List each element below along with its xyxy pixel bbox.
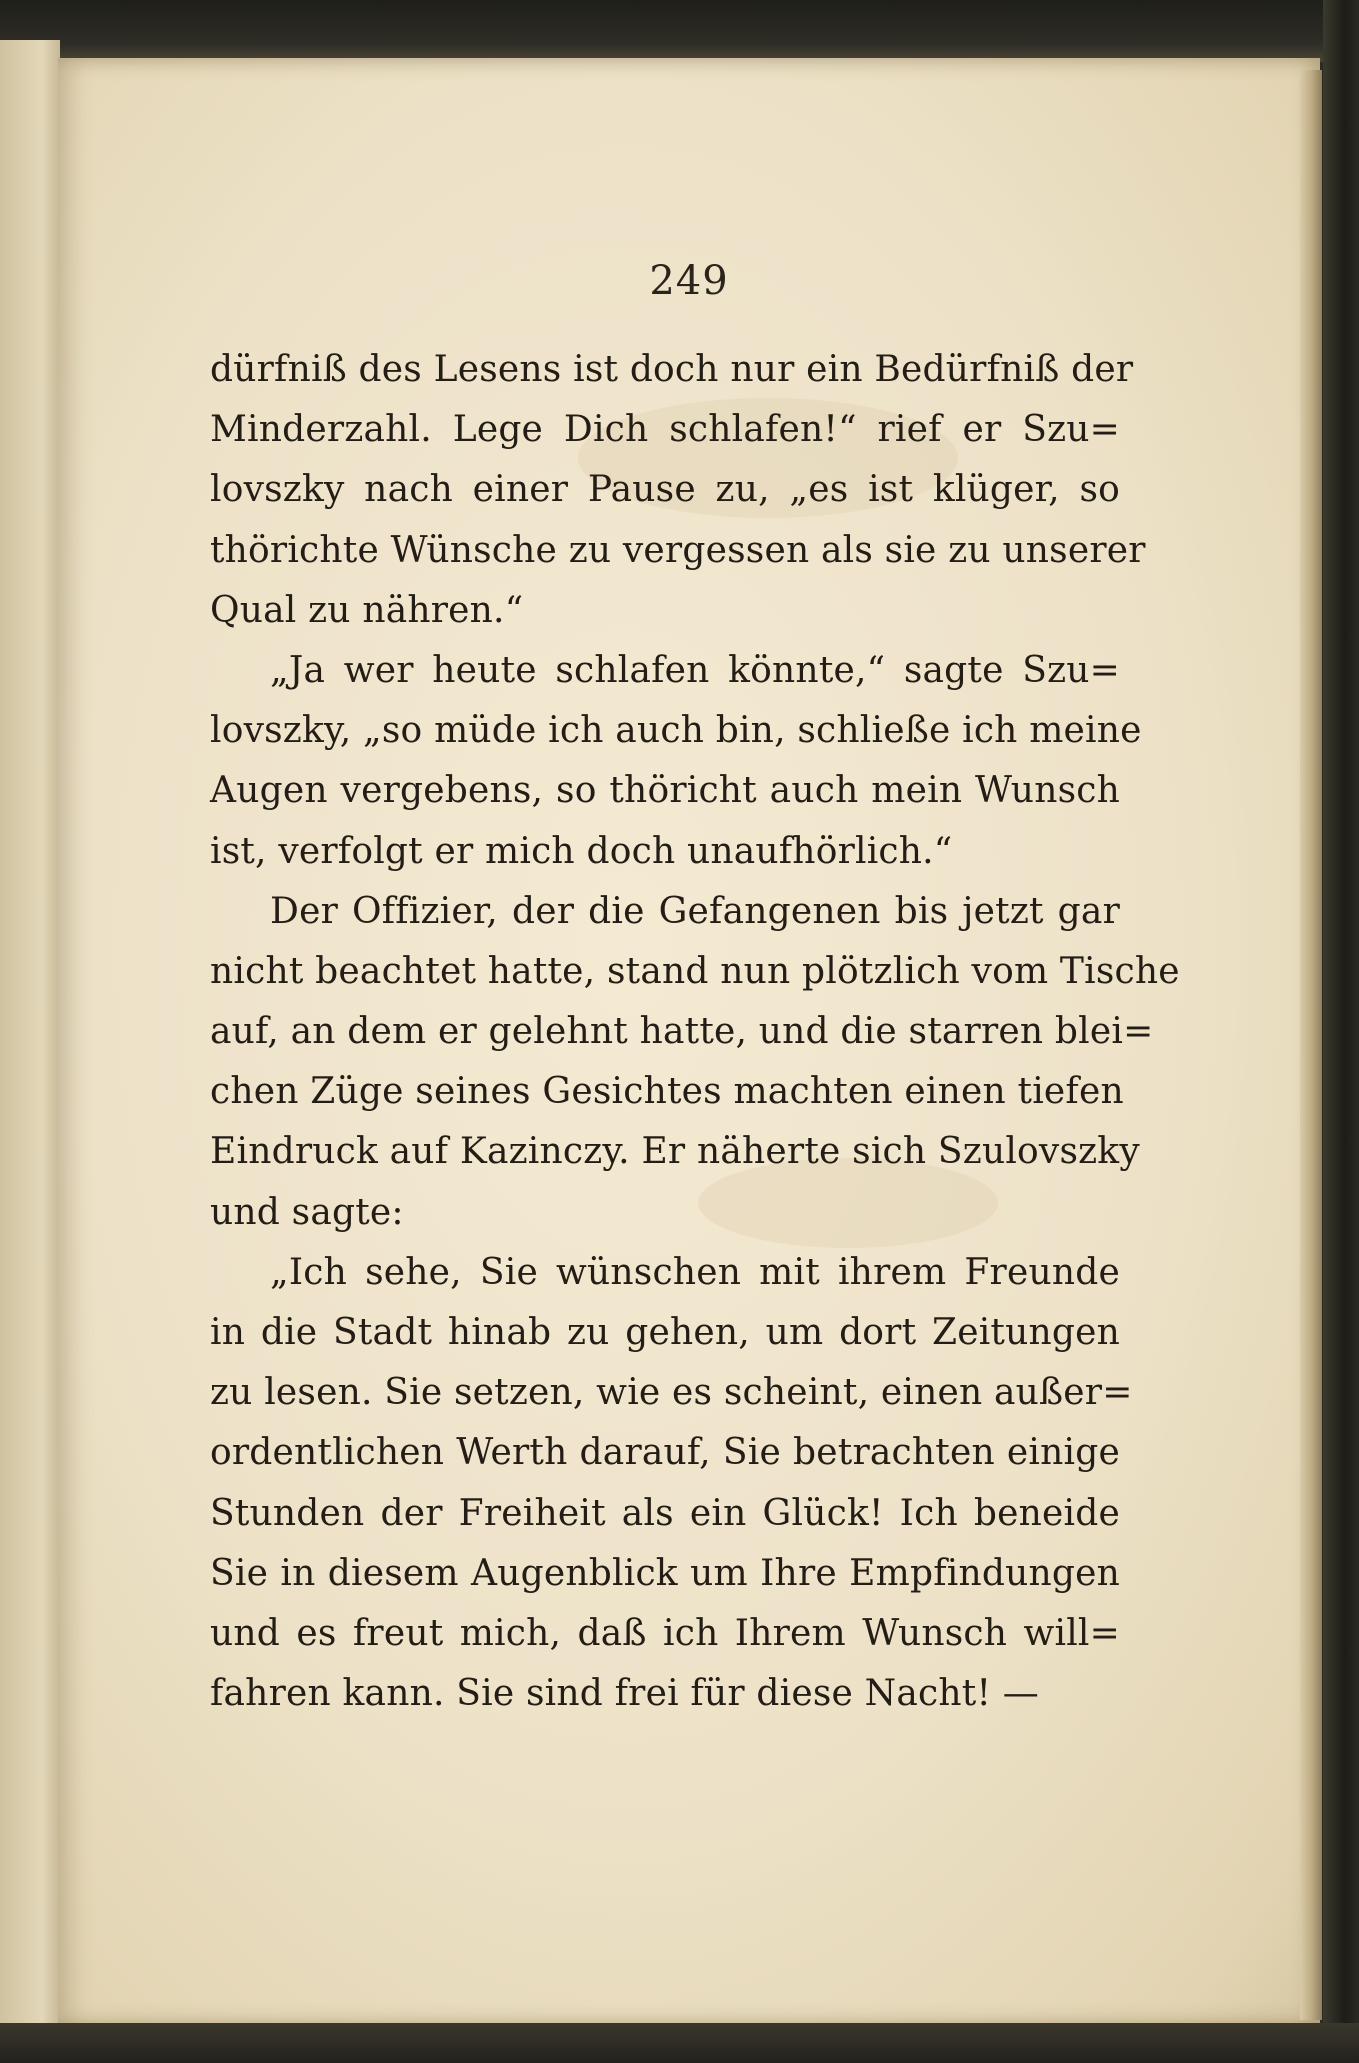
page-fore-edge <box>1300 70 1322 2020</box>
text-line: Der Offizier, der die Gefangenen bis jetzt gar <box>270 890 1120 932</box>
text-line: ist, verfolgt er mich doch unaufhörlich.“ <box>210 830 953 872</box>
text-line: und sagte: <box>210 1191 404 1233</box>
paragraph <box>210 641 1142 882</box>
text-line: chen Züge seines Gesichtes machten einen tiefen <box>210 1071 1124 1113</box>
text-line: „Ich sehe, Sie wünschen mit ihrem Freunde <box>270 1251 1120 1293</box>
text-line: Augen vergebens, so thöricht auch mein Wunsch <box>210 770 1120 812</box>
text-line: ordentlichen Werth darauf, Sie betrachten einige <box>210 1432 1120 1474</box>
paragraph <box>210 882 1180 1243</box>
text-line: Qual zu nähren.“ <box>210 589 524 631</box>
text-line: zu lesen. Sie setzen, wie es scheint, einen außer= <box>210 1372 1133 1414</box>
text-line: Eindruck auf Kazinczy. Er näherte sich Szulovszky <box>210 1131 1140 1173</box>
book-cover-top <box>0 0 1359 62</box>
book-cover-bottom <box>0 2023 1359 2063</box>
text-line: dürfniß des Lesens ist doch nur ein Bedürfniß der <box>210 349 1134 390</box>
text-line: auf, an dem er gelehnt hatte, und die starren blei= <box>210 1011 1154 1053</box>
text-line: lovszky nach einer Pause zu, „es ist klüger, so <box>210 469 1120 511</box>
text-line: Minderzahl. Lege Dich schlafen!“ rief er Szu= <box>210 409 1120 451</box>
text-line: fahren kann. Sie sind frei für diese Nacht! — <box>210 1673 1039 1715</box>
text-line: thörichte Wünsche zu vergessen als sie zu unserer <box>210 529 1146 571</box>
paragraph <box>210 340 1146 641</box>
book-cover-right <box>1323 0 1359 2063</box>
text-line: in die Stadt hinab zu gehen, um dort Zeitungen <box>210 1312 1120 1353</box>
text-line: Stunden der Freiheit als ein Glück! Ich beneide <box>210 1492 1120 1534</box>
body-text <box>210 340 1180 1724</box>
previous-page-edge <box>0 40 60 2030</box>
text-line: und es freut mich, daß ich Ihrem Wunsch will= <box>210 1612 1120 1654</box>
text-line: nicht beachtet hatte, stand nun plötzlich vom Tische <box>210 950 1180 992</box>
page-number: 249 <box>649 258 729 304</box>
paragraph <box>210 1243 1133 1725</box>
text-line: Sie in diesem Augenblick um Ihre Empfindungen <box>210 1552 1120 1594</box>
text-line: lovszky, „so müde ich auch bin, schließe ich meine <box>210 710 1142 752</box>
book-page <box>58 58 1320 2026</box>
text-line: „Ja wer heute schlafen könnte,“ sagte Szu= <box>270 649 1120 691</box>
